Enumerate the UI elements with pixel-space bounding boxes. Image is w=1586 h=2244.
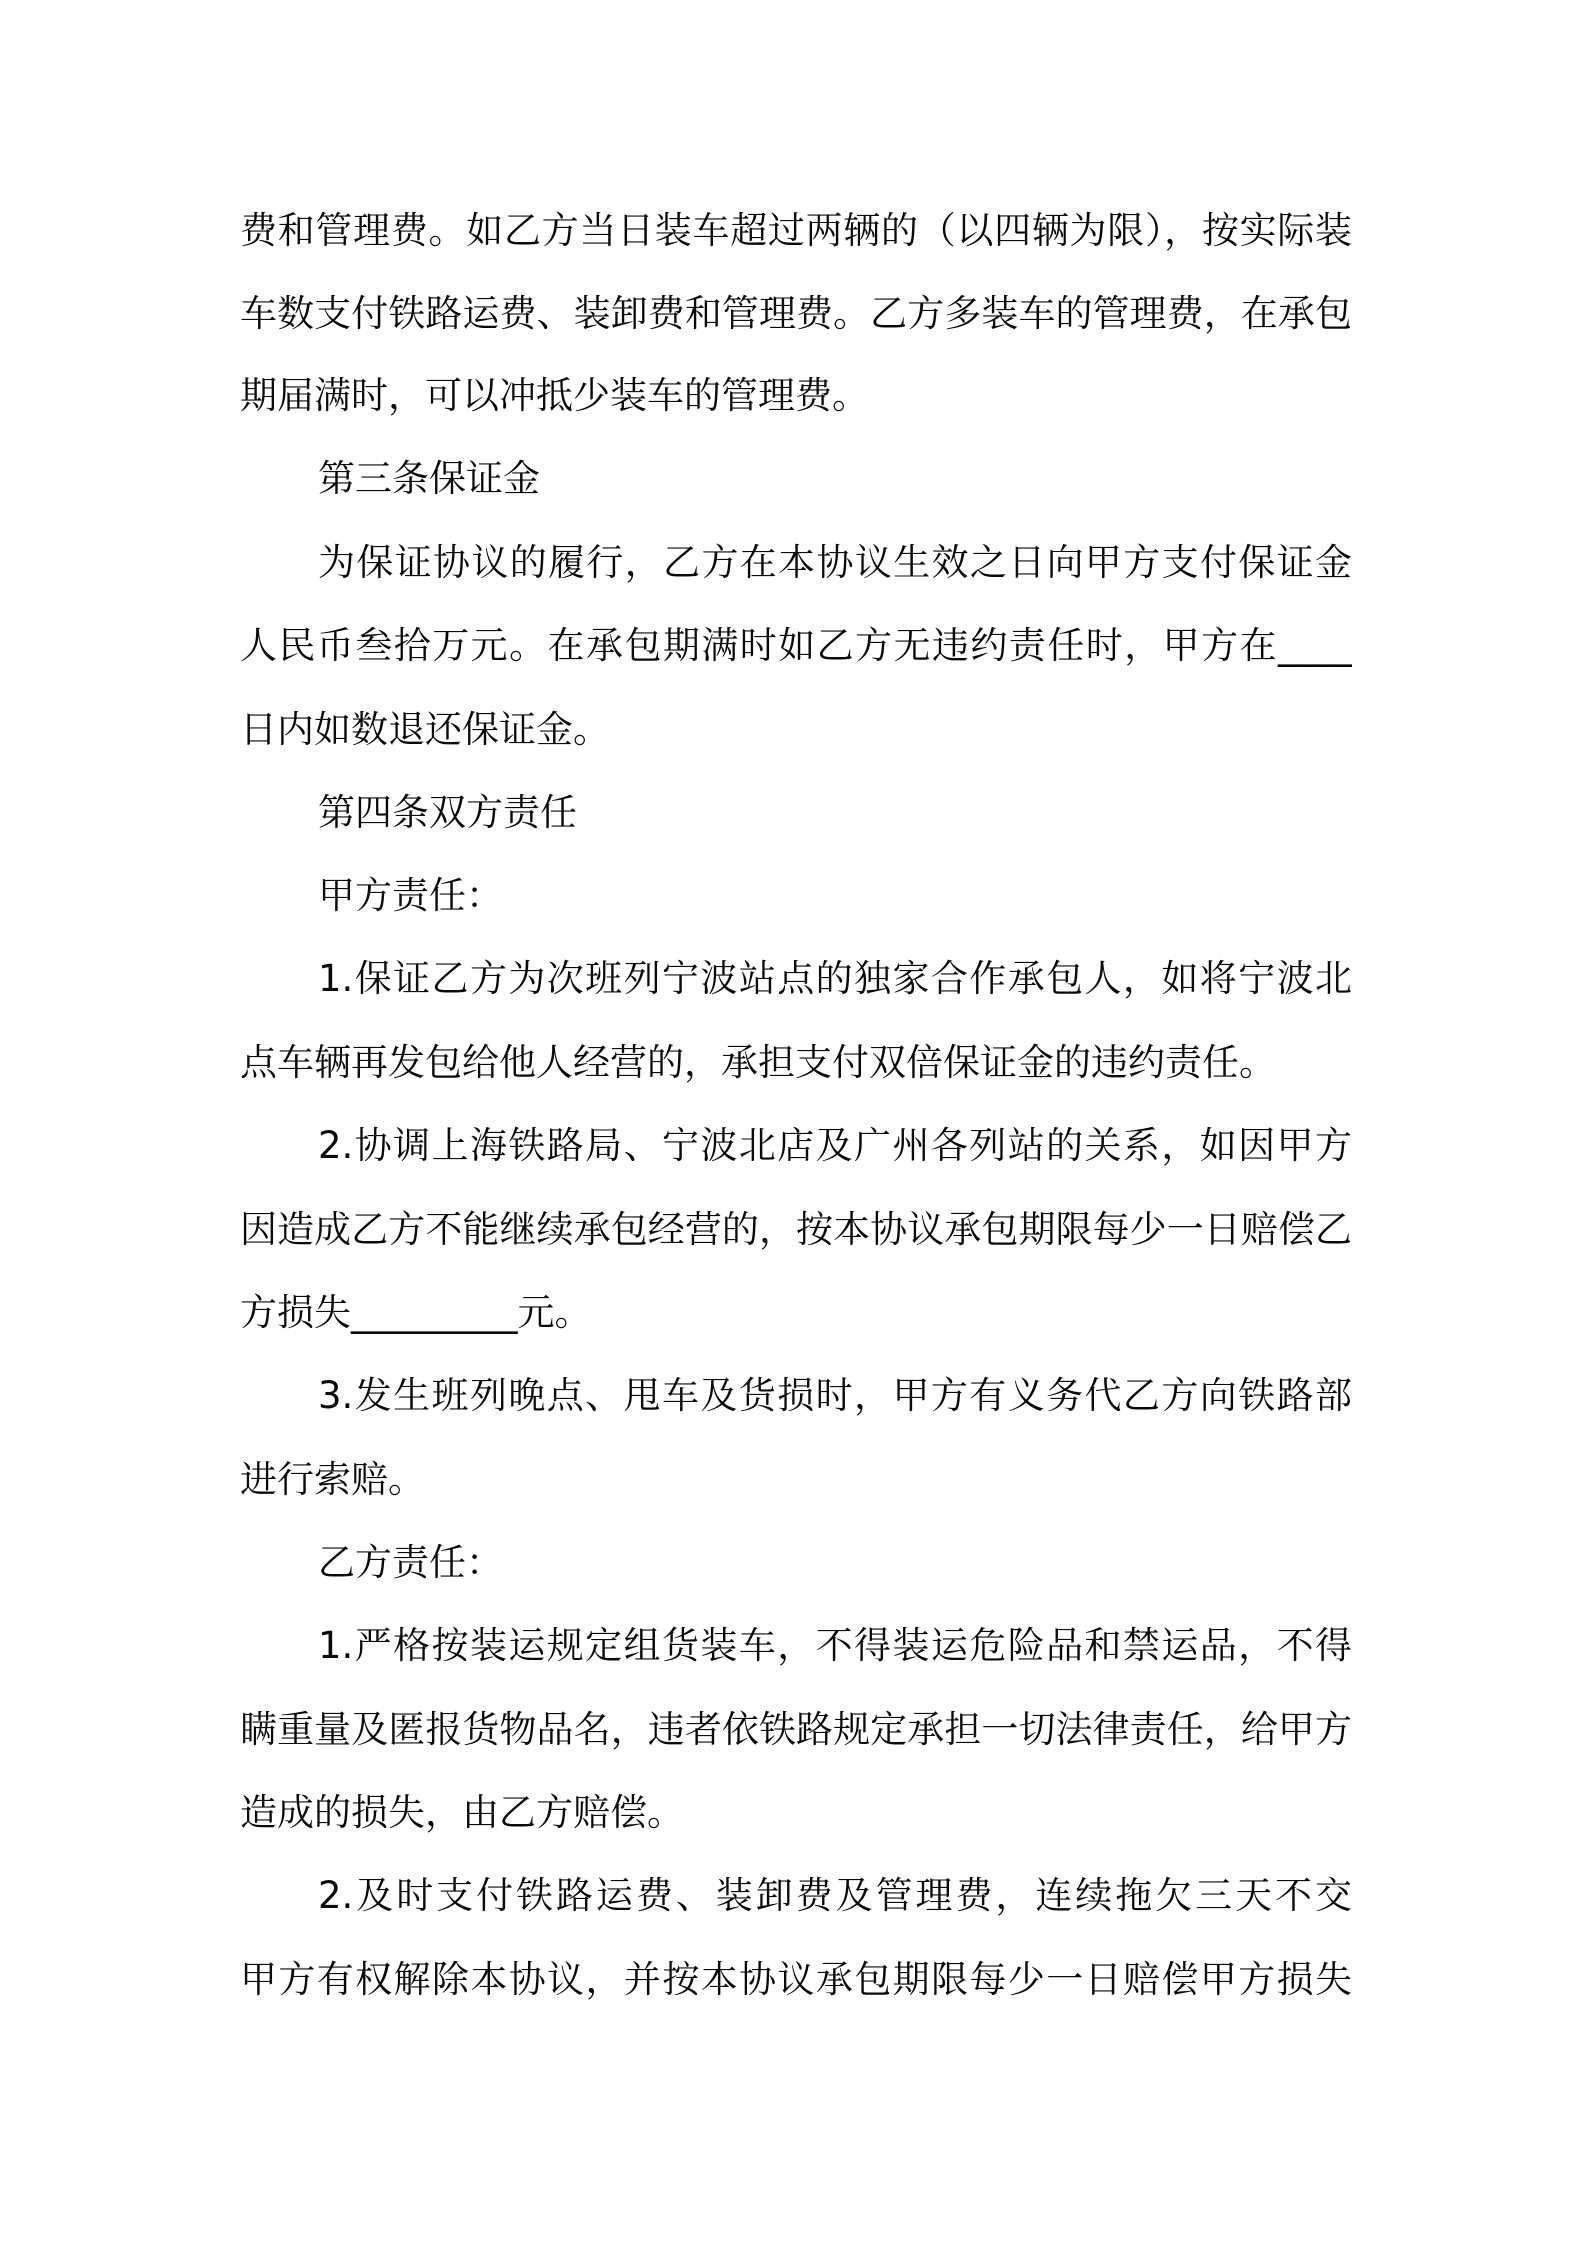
paragraph-line: 日内如数退还保证金。 <box>240 708 610 751</box>
subheading: 甲方责任： <box>318 874 503 917</box>
paragraph-line: 3.发生班列晚点、甩车及货损时，甲方有义务代乙方向铁路部 <box>318 1374 1352 1417</box>
paragraph-line: 车数支付铁路运费、装卸费和管理费。乙方多装车的管理费，在承包 <box>240 292 1352 335</box>
paragraph-line: 人民币叁拾万元。在承包期满时如乙方无违约责任时，甲方在____ <box>240 624 1352 667</box>
paragraph-line: 为保证协议的履行，乙方在本协议生效之日向甲方支付保证金 <box>318 541 1352 584</box>
section-heading: 第三条保证金 <box>318 457 540 500</box>
paragraph-line: 进行索赔。 <box>240 1458 425 1501</box>
paragraph-line: 2.及时支付铁路运费、装卸费及管理费，连续拖欠三天不交 <box>318 1874 1352 1917</box>
paragraph-line: 因造成乙方不能继续承包经营的，按本协议承包期限每少一日赔偿乙 <box>240 1208 1352 1251</box>
paragraph-line: 造成的损失，由乙方赔偿。 <box>240 1791 684 1834</box>
paragraph-line: 期届满时，可以冲抵少装车的管理费。 <box>240 374 869 417</box>
paragraph-line: 方损失_________元。 <box>240 1291 592 1334</box>
subheading: 乙方责任： <box>318 1541 503 1584</box>
paragraph-line: 甲方有权解除本协议，并按本协议承包期限每少一日赔偿甲方损失 <box>240 1958 1352 2001</box>
paragraph-line: 1.严格按装运规定组货装车，不得装运危险品和禁运品，不得 <box>318 1624 1352 1667</box>
paragraph-line: 点车辆再发包给他人经营的，承担支付双倍保证金的违约责任。 <box>240 1041 1276 1084</box>
paragraph-line: 2.协调上海铁路局、宁波北店及广州各列站的关系，如因甲方 <box>318 1124 1352 1167</box>
section-heading: 第四条双方责任 <box>318 791 577 834</box>
paragraph-line: 1.保证乙方为次班列宁波站点的独家合作承包人，如将宁波北 <box>318 957 1352 1000</box>
paragraph-line: 瞒重量及匿报货物品名，违者依铁路规定承担一切法律责任，给甲方 <box>240 1708 1352 1751</box>
paragraph-line: 费和管理费。如乙方当日装车超过两辆的（以四辆为限），按实际装 <box>240 209 1352 252</box>
